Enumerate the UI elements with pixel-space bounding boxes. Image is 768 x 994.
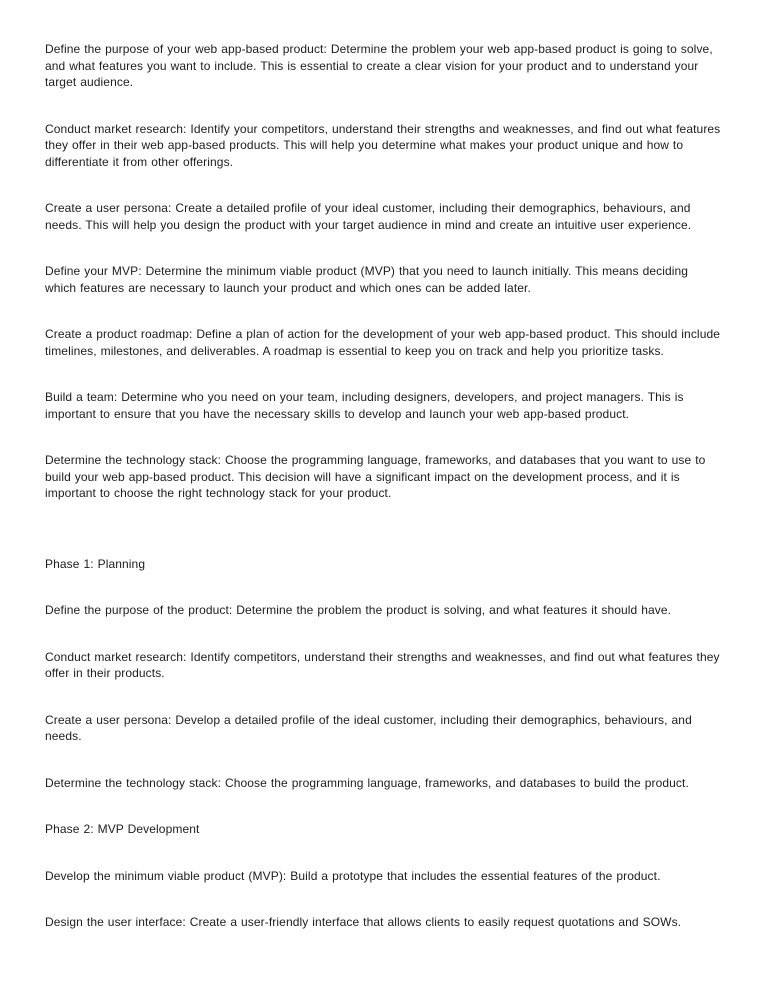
paragraph: Create a user persona: Develop a detailed profile of the ideal customer, including their demographics, behaviours, and needs. <box>45 712 692 743</box>
paragraph: Determine the technology stack: Choose the programming language, frameworks, and databases that you want to use to build your web app-based product. This decision will have a significant impact on the development process, and it is important to choose the right technology stack for your product. <box>45 453 706 500</box>
phase-heading: Phase 2: MVP Development <box>45 822 200 836</box>
paragraph: Determine the technology stack: Choose the programming language, frameworks, and databases to build the product. <box>45 775 689 790</box>
paragraph: Create a user persona: Create a detailed profile of your ideal customer, including their demographics, behaviours, and needs. This will help you design the product with your target audience in mind and create an intuitive user experience. <box>45 201 692 232</box>
paragraph: Develop the minimum viable product (MVP): Build a prototype that includes the essential features of the product. <box>45 868 661 883</box>
paragraph: Build a team: Determine who you need on your team, including designers, developers, and project managers. This is important to ensure that you have the necessary skills to develop and launch your web app-based product. <box>45 390 684 421</box>
paragraph: Design the user interface: Create a user-friendly interface that allows clients to easily request quotations and SOWs. <box>45 915 682 929</box>
paragraph: Define the purpose of your web app-based product: Determine the problem your web app-based product is going to solve, and what features you want to include. This is essential to create a clear vision for your product and to understand your target audience. <box>45 42 713 89</box>
paragraph: Define your MVP: Determine the minimum viable product (MVP) that you need to launch initially. This means deciding which features are necessary to launch your product and which ones can be added later. <box>45 264 689 295</box>
paragraph: Define the purpose of the product: Determine the problem the product is solving, and what features it should have. <box>45 603 672 617</box>
paragraph: Create a product roadmap: Define a plan of action for the development of your web app-based product. This should include timelines, milestones, and deliverables. A roadmap is essential to keep you on track and help you prioritize tasks. <box>45 327 721 358</box>
phase-heading: Phase 1: Planning <box>45 556 146 571</box>
paragraph: Conduct market research: Identify competitors, understand their strengths and weaknesses, and find out what features they offer in their products. <box>45 649 720 680</box>
paragraph: Conduct market research: Identify your competitors, understand their strengths and weaknesses, and find out what features they offer in their web app-based products. This will help you determine what makes your product unique and how to differentiate it from other offerings. <box>45 121 721 169</box>
